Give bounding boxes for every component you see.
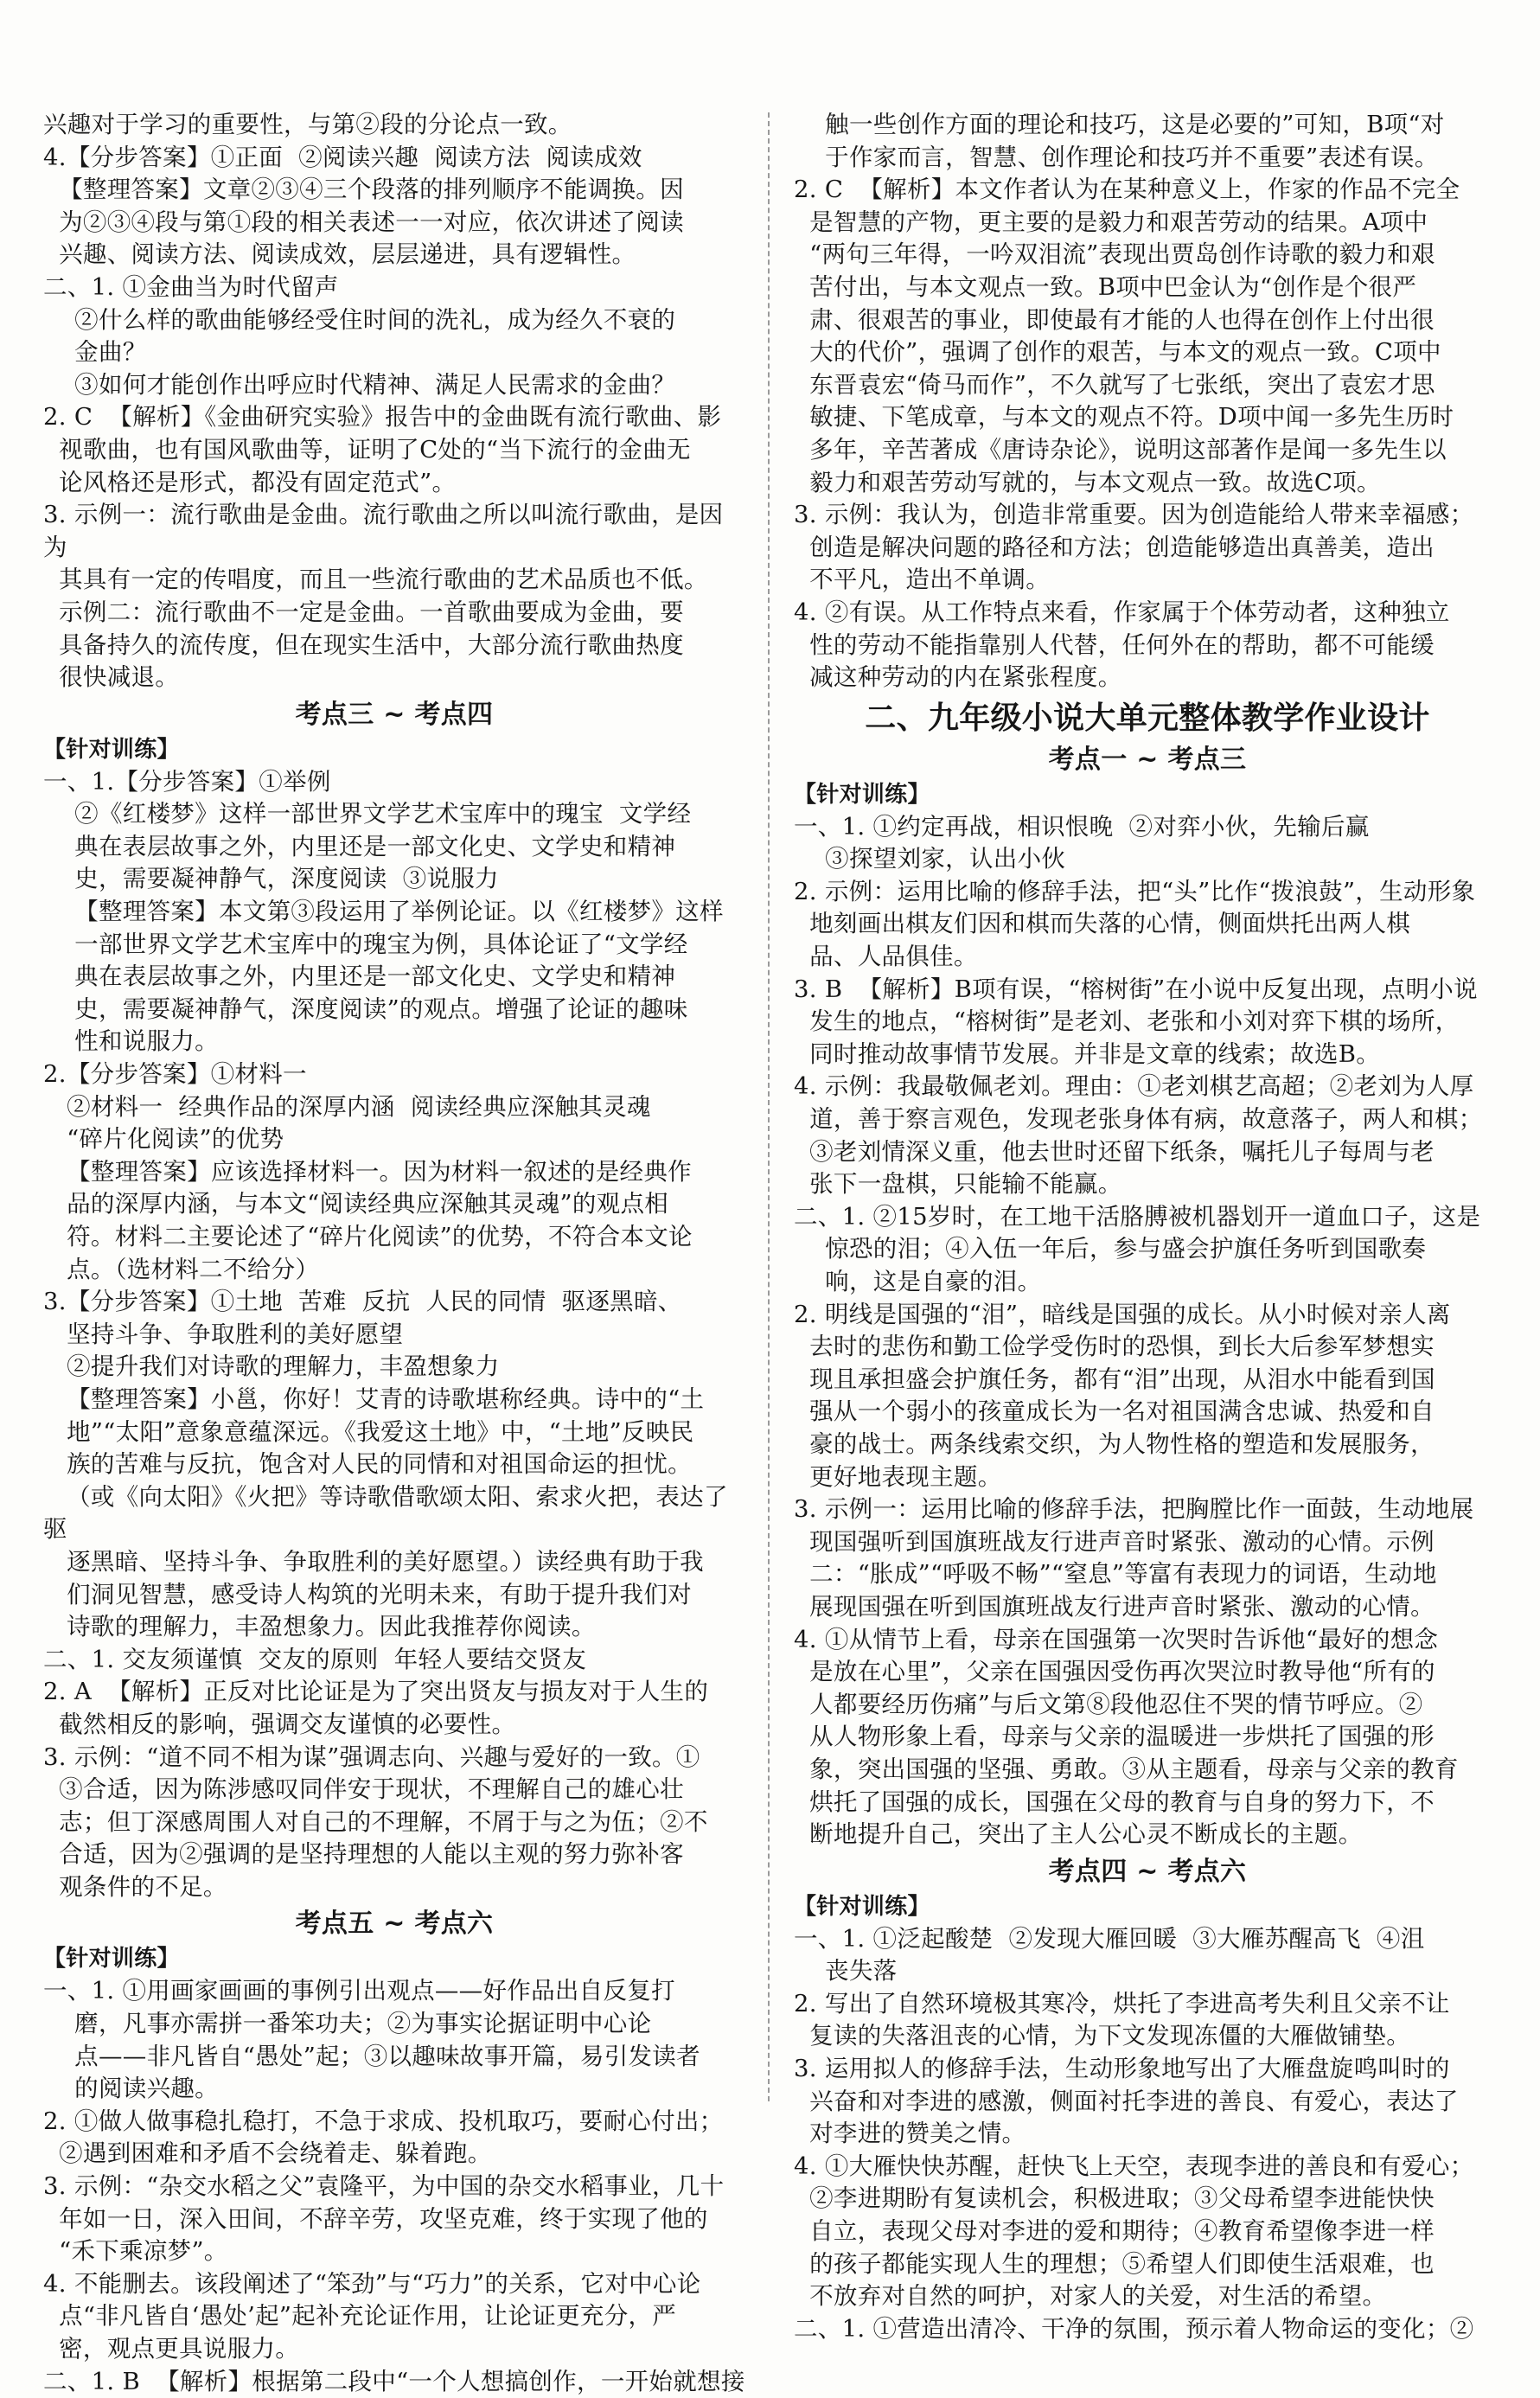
answer-text-block: 一、1. ①约定再战，相识恨晚 ②对弈小伙，先输后赢 ③探望刘家，认出小伙 2. 示例：运用比喻的修辞手法，把“头”比作“拨浪鼓”，生动形象 地刻画出棋友们因和棋而失落的心情，侧面烘托出两人棋 品、人品俱佳。 3. B 【解析】B项有误，“榕树街”在小说中反复出现，点明小说 发生的地点，“榕树街”是老刘、老张和小刘对弈下棋的场所， 同时推动故事情节发展。并非是文章的线索；故选B。 4. 示例：我最敬佩老刘。理由：①老刘棋艺高超；②老刘为人厚 道，善于察言观色，发现老张身体有病，故意落子，两人和棋； ③老刘情深义重，他去世时还留下纸条，嘱托儿子每周与老 张下一盘棋，只能输不能赢。 二、1. ②15岁时，在工地干活胳膊被机器划开一道血口子，这是 惊恐的泪；④入伍一年后，参与盛会护旗任务听到国歌奏 响，这是自豪的泪。 2. 明线是国强的“泪”，暗线是国强的成长。从小时候对亲人离 去时的悲伤和勤工俭学受伤时的恐惧，到长大后参军梦想实 现且承担盛会护旗任务，都有“泪”出现，从泪水中能看到国 强从一个弱小的孩童成长为一名对祖国满含忠诚、热爱和自 豪的战士。两条线索交织，为人物性格的塑造和发展服务， 更好地表现主题。 3. 示例一：运用比喻的修辞手法，把胸膛比作一面鼓，生动地展 现国强听到国旗班战友行进声音时紧张、激动的心情。示例 二：“胀成”“呼吸不畅”“窒息”等富有表现力的词语，生动地 展现国强在听到国旗班战友行进声音时紧张、激动的心情。 4. ①从情节上看，母亲在国强第一次哭时告诉他“最好的想念 是放在心里”，父亲在国强因受伤再次哭泣时教导他“所有的 人都要经历伤痛”与后文第⑧段他忍住不哭的情节呼应。② 从人物形象上看，母亲与父亲的温暖进一步烘托了国强的形 象，突出国强的坚强、勇敢。③从主题看，母亲与父亲的教育 烘托了国强的成长，国强在父母的教育与自身的努力下，不 断地提升自己，突出了主人公心灵不断成长的主题。 <box>794 812 1483 1849</box>
left-column <box>43 109 745 2398</box>
answer-text-block: 一、1.【分步答案】①举例 ②《红楼梦》这样一部世界文学艺术宝库中的瑰宝 文学经 典在表层故事之外，内里还是一部文化史、文学史和精神 史，需要凝神静气，深度阅读 ③说服力 【整理答案】本文第③段运用了举例论证。以《红楼梦》这样 一部世界文学艺术宝库中的瑰宝为例，具体论证了“文学经 典在表层故事之外，内里还是一部文化史、文学史和精神 史，需要凝神静气，深度阅读”的观点。增强了论证的趣味 性和说服力。 2.【分步答案】①材料一 ②材料一 经典作品的深厚内涵 阅读经典应深触其灵魂 “碎片化阅读”的优势 【整理答案】应该选择材料一。因为材料一叙述的是经典作 品的深厚内涵，与本文“阅读经典应深触其灵魂”的观点相 符。材料二主要论述了“碎片化阅读”的优势，不符合本文论 点。（选材料二不给分） 3.【分步答案】①土地 苦难 反抗 人民的同情 驱逐黑暗、 坚持斗争、争取胜利的美好愿望 ②提升我们对诗歌的理解力，丰盈想象力 【整理答案】小邕，你好！艾青的诗歌堪称经典。诗中的“土 地”“太阳”意象意蕴深远。《我爱这土地》中，“土地”反映民 族的苦难与反抗，饱含对人民的同情和对祖国命运的担忧。 （或《向太阳》《火把》等诗歌借歌颂太阳、索求火把，表达了驱 逐黑暗、坚持斗争、争取胜利的美好愿望。）读经典有助于我 们洞见智慧，感受诗人构筑的光明未来，有助于提升我们对 诗歌的理解力，丰盈想象力。因此我推荐你阅读。 二、1. 交友须谨慎 交友的原则 年轻人要结交贤友 2. A 【解析】正反对比论证是为了突出贤友与损友对于人生的 截然相反的影响，强调交友谨慎的必要性。 3. 示例：“道不同不相为谋”强调志向、兴趣与爱好的一致。① ③合适，因为陈涉感叹同伴安于现状，不理解自己的雄心壮 志；但丁深感周围人对自己的不理解，不屑于与之为伍；②不 合适，因为②强调的是坚持理想的人能以主观的努力弥补客 观条件的不足。 <box>43 767 728 1901</box>
section-heading: 考点一 ~ 考点三 <box>1048 744 1247 775</box>
unit-title: 二、九年级小说大单元整体教学作业设计 <box>865 700 1430 736</box>
answer-text-block: 触一些创作方面的理论和技巧，这是必要的”可知，B项“对 于作家而言，智慧、创作理论和技巧并不重要”表述有误。 2. C 【解析】本文作者认为在某种意义上，作家的作品不完全 是智慧的产物，更主要的是毅力和艰苦劳动的结果。A项中 “两句三年得，一吟双泪流”表现出贾岛创作诗歌的毅力和艰 苦付出，与本文观点一致。B项中巴金认为“创作是个很严 肃、很艰苦的事业，即使最有才能的人也得在创作上付出很 大的代价”，强调了创作的艰苦，与本文的观点一致。C项中 东晋袁宏“倚马而作”，不久就写了七张纸，突出了袁宏才思 敏捷、下笔成章，与本文的观点不符。D项中闻一多先生历时 多年，辛苦著成《唐诗杂论》，说明这部著作是闻一多先生以 毅力和艰苦劳动写就的，与本文观点一致。故选C项。 3. 示例：我认为，创造非常重要。因为创造能给人带来幸福感； 创造是解决问题的路径和方法；创造能够造出真善美，造出 不平凡，造出不单调。 4. ②有误。从工作特点来看，作家属于个体劳动者，这种独立 性的劳动不能指靠别人代替，任何外在的帮助，都不可能缓 减这种劳动的内在紧张程度。 <box>794 111 1474 692</box>
section-heading: 考点三 ~ 考点四 <box>295 699 494 730</box>
training-label: 【针对训练】 <box>794 1893 930 1920</box>
answer-text-block: 兴趣对于学习的重要性，与第②段的分论点一致。 4.【分步答案】①正面 ②阅读兴趣 阅读方法 阅读成效 【整理答案】文章②③④三个段落的排列顺序不能调换。因 为②③④段与第①段的相关表述一一对应，依次讲述了阅读 兴趣、阅读方法、阅读成效，层层递进，具有逻辑性。 二、1. ①金曲当为时代留声 ②什么样的歌曲能够经受住时间的洗礼，成为经久不衰的 金曲？ ③如何才能创作出呼应时代精神、满足人民需求的金曲？ 2. C 【解析】《金曲研究实验》报告中的金曲既有流行歌曲、影 视歌曲，也有国风歌曲等，证明了C处的“当下流行的金曲无 论风格还是形式，都没有固定范式”。 3. 示例一：流行歌曲是金曲。流行歌曲之所以叫流行歌曲，是因为 其具有一定的传唱度，而且一些流行歌曲的艺术品质也不低。 示例二：流行歌曲不一定是金曲。一首歌曲要成为金曲，要 具备持久的流传度，但在现实生活中，大部分流行歌曲热度 很快减退。 <box>43 111 724 692</box>
answer-text-block: 一、1. ①用画家画画的事例引出观点——好作品出自反复打 磨，凡事亦需拼一番笨功夫；②为事实论据证明中心论 点——非凡皆自“愚处”起；③以趣味故事开篇，易引发读者 的阅读兴趣。 2. ①做人做事稳扎稳打，不急于求成、投机取巧，要耐心付出； ②遇到困难和矛盾不会绕着走、躲着跑。 3. 示例：“杂交水稻之父”袁隆平，为中国的杂交水稻事业，几十 年如一日，深入田间，不辞辛劳，攻坚克难，终于实现了他的 “禾下乘凉梦”。 4. 不能删去。该段阐述了“笨劲”与“巧力”的关系，它对中心论 点“非凡皆自‘愚处’起”起补充论证作用，让论证更充分，严 密，观点更具说服力。 二、1. B 【解析】根据第二段中“一个人想搞创作，一开始就想接 <box>43 1977 745 2395</box>
training-label: 【针对训练】 <box>43 1946 180 1973</box>
training-label: 【针对训练】 <box>43 736 180 763</box>
answer-text-block: 一、1. ①泛起酸楚 ②发现大雁回暖 ③大雁苏醒高飞 ④沮 丧失落 2. 写出了自然环境极其寒冷，烘托了李进高考失利且父亲不让 复读的失落沮丧的心情，为下文发现冻僵的大雁做铺垫。 3. 运用拟人的修辞手法，生动形象地写出了大雁盘旋鸣叫时的 兴奋和对李进的感激，侧面衬托李进的善良、有爱心，表达了 对李进的赞美之情。 4. ①大雁快快苏醒，赶快飞上天空，表现李进的善良和有爱心； ②李进期盼有复读机会，积极进取；③父母希望李进能快快 自立，表现父母对李进的爱和期待；④教育希望像李进一样 的孩子都能实现人生的理想；⑤希望人们即使生活艰难，也 不放弃对自然的呵护，对家人的关爱，对生活的希望。 二、1. ①营造出清冷、干净的氛围，预示着人物命运的变化；② <box>794 1924 1474 2343</box>
right-column <box>794 109 1501 2345</box>
section-heading: 考点四 ~ 考点六 <box>1048 1856 1247 1887</box>
section-heading: 考点五 ~ 考点六 <box>295 1909 494 1940</box>
training-label: 【针对训练】 <box>794 781 930 808</box>
column-divider <box>768 112 770 2101</box>
